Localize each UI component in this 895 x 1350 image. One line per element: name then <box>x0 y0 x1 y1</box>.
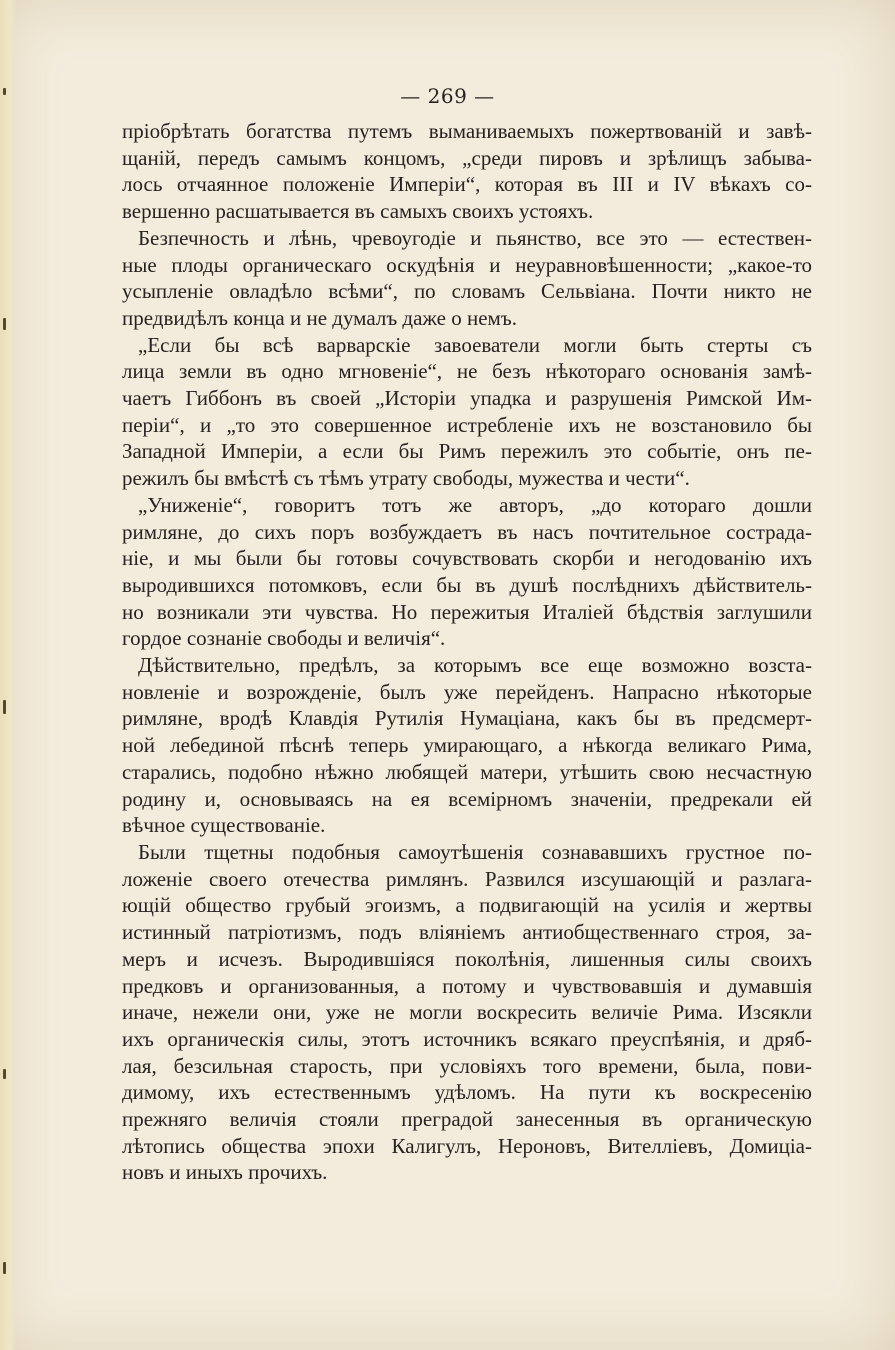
paragraph <box>122 839 812 1186</box>
text-line: Дѣйствительно, предѣлъ, за которымъ все еще возможно возста- <box>138 653 812 678</box>
paragraph <box>122 652 812 839</box>
paragraph <box>122 118 812 225</box>
text-line: режилъ бы вмѣстѣ съ тѣмъ утрату свободы, мужества и чести“. <box>122 466 690 491</box>
text-line: предвидѣлъ конца и не думалъ даже о немъ. <box>122 305 517 330</box>
paragraph <box>122 492 812 652</box>
page-gutter <box>0 0 16 1350</box>
page-number: — 269 — <box>400 84 495 108</box>
text-line: лось отчаянное положеніе Имперіи“, которая въ III и IV вѣкахъ со- <box>122 172 812 197</box>
text-line: новъ и иныхъ прочихъ. <box>122 1160 328 1185</box>
text-line: періи“, и „то это совершенное истребленіе ихъ не возстановило бы <box>122 412 812 437</box>
text-line: вѣчное существованіе. <box>122 813 326 838</box>
text-line: ложеніе своего отечества римлянъ. Развился изсушающій и разлага- <box>122 866 812 891</box>
margin-mark <box>3 1262 6 1274</box>
margin-mark <box>3 1069 6 1079</box>
text-line: Западной Имперіи, а если бы Римъ пережилъ это событіе, онъ пе- <box>122 439 812 464</box>
paragraph <box>122 332 812 492</box>
text-line: меръ и исчезъ. Выродившіяся поколѣнія, лишенныя силы своихъ <box>122 946 812 971</box>
text-line: предковъ и организованныя, а потому и чувствовавшія и думавшія <box>122 973 812 998</box>
text-line: прежняго величія стояли преградой занесенныя въ органическую <box>122 1107 812 1132</box>
text-line: „Если бы всѣ варварскіе завоеватели могли быть стерты съ <box>138 332 812 357</box>
text-line: ніе, и мы были бы готовы сочувствовать скорби и негодованію ихъ <box>122 546 812 571</box>
text-line: лая, безсильная старость, при условіяхъ того времени, была, пови- <box>122 1053 812 1078</box>
margin-mark <box>3 700 6 714</box>
text-line: но возникали эти чувства. Но пережитыя Италіей бѣдствія заглушили <box>122 599 812 624</box>
text-line: вершенно расшатывается въ самыхъ своихъ устояхъ. <box>122 199 594 224</box>
text-line: старались, подобно нѣжно любящей матери, утѣшить свою несчастную <box>122 759 812 784</box>
text-line: ихъ органическія силы, этотъ источникъ всякаго преуспѣянія, и дряб- <box>122 1026 812 1051</box>
text-line: истинный патріотизмъ, подъ вліяніемъ антиобщественнаго строя, за- <box>122 920 812 945</box>
text-line: лица земли въ одно мгновеніе“, не безъ нѣкотораго основанія замѣ- <box>122 359 812 384</box>
text-line: ные плоды органическаго оскудѣнія и неуравновѣшенности; „какое-то <box>122 252 812 277</box>
text-line: чаетъ Гиббонъ въ своей „Исторіи упадка и разрушенія Римской Им- <box>122 386 812 411</box>
text-line: римляне, до сихъ поръ возбуждаетъ въ насъ почтительное сострада- <box>122 519 812 544</box>
text-line: новленіе и возрожденіе, былъ уже перейденъ. Напрасно нѣкоторые <box>122 679 812 704</box>
text-line: гордое сознаніе свободы и величія“. <box>122 626 446 651</box>
text-line: лѣтопись общества эпохи Калигулъ, Нероновъ, Вителліевъ, Домиціа- <box>122 1133 812 1158</box>
text-line: ной лебединой пѣснѣ теперь умирающаго, а нѣкогда великаго Рима, <box>122 733 812 758</box>
text-line: римляне, вродѣ Клавдія Рутилія Нумаціана, какъ бы въ предсмерт- <box>122 706 812 731</box>
text-line: выродившихся потомковъ, если бы въ душѣ послѣднихъ дѣйствитель- <box>122 572 812 597</box>
paragraph <box>122 225 812 332</box>
margin-mark <box>3 318 6 330</box>
text-line: Были тщетны подобныя самоутѣшенія сознававшихъ грустное по- <box>138 839 812 864</box>
text-line: иначе, нежели они, уже не могли воскресить величіе Рима. Изсякли <box>122 1000 812 1025</box>
text-line: димому, ихъ естественнымъ удѣломъ. На пути къ воскресенію <box>122 1080 812 1105</box>
text-line: „Униженіе“, говоритъ тотъ же авторъ, „до котораго дошли <box>138 492 812 517</box>
text-line: ющій общество грубый эгоизмъ, а подвигающій на усилія и жертвы <box>122 893 812 918</box>
body-text <box>122 118 812 1186</box>
text-line: Безпечность и лѣнь, чревоугодіе и пьянство, все это — естествен- <box>138 225 812 250</box>
text-line: щаній, передъ самымъ концомъ, „среди пировъ и зрѣлищъ забыва- <box>122 145 812 170</box>
text-line: усыпленіе овладѣло всѣми“, по словамъ Сельвіана. Почти никто не <box>122 279 812 304</box>
text-line: родину и, основываясь на ея всемірномъ значеніи, предрекали ей <box>122 786 812 811</box>
text-line: пріобрѣтать богатства путемъ выманиваемыхъ пожертвованій и завѣ- <box>122 119 812 143</box>
